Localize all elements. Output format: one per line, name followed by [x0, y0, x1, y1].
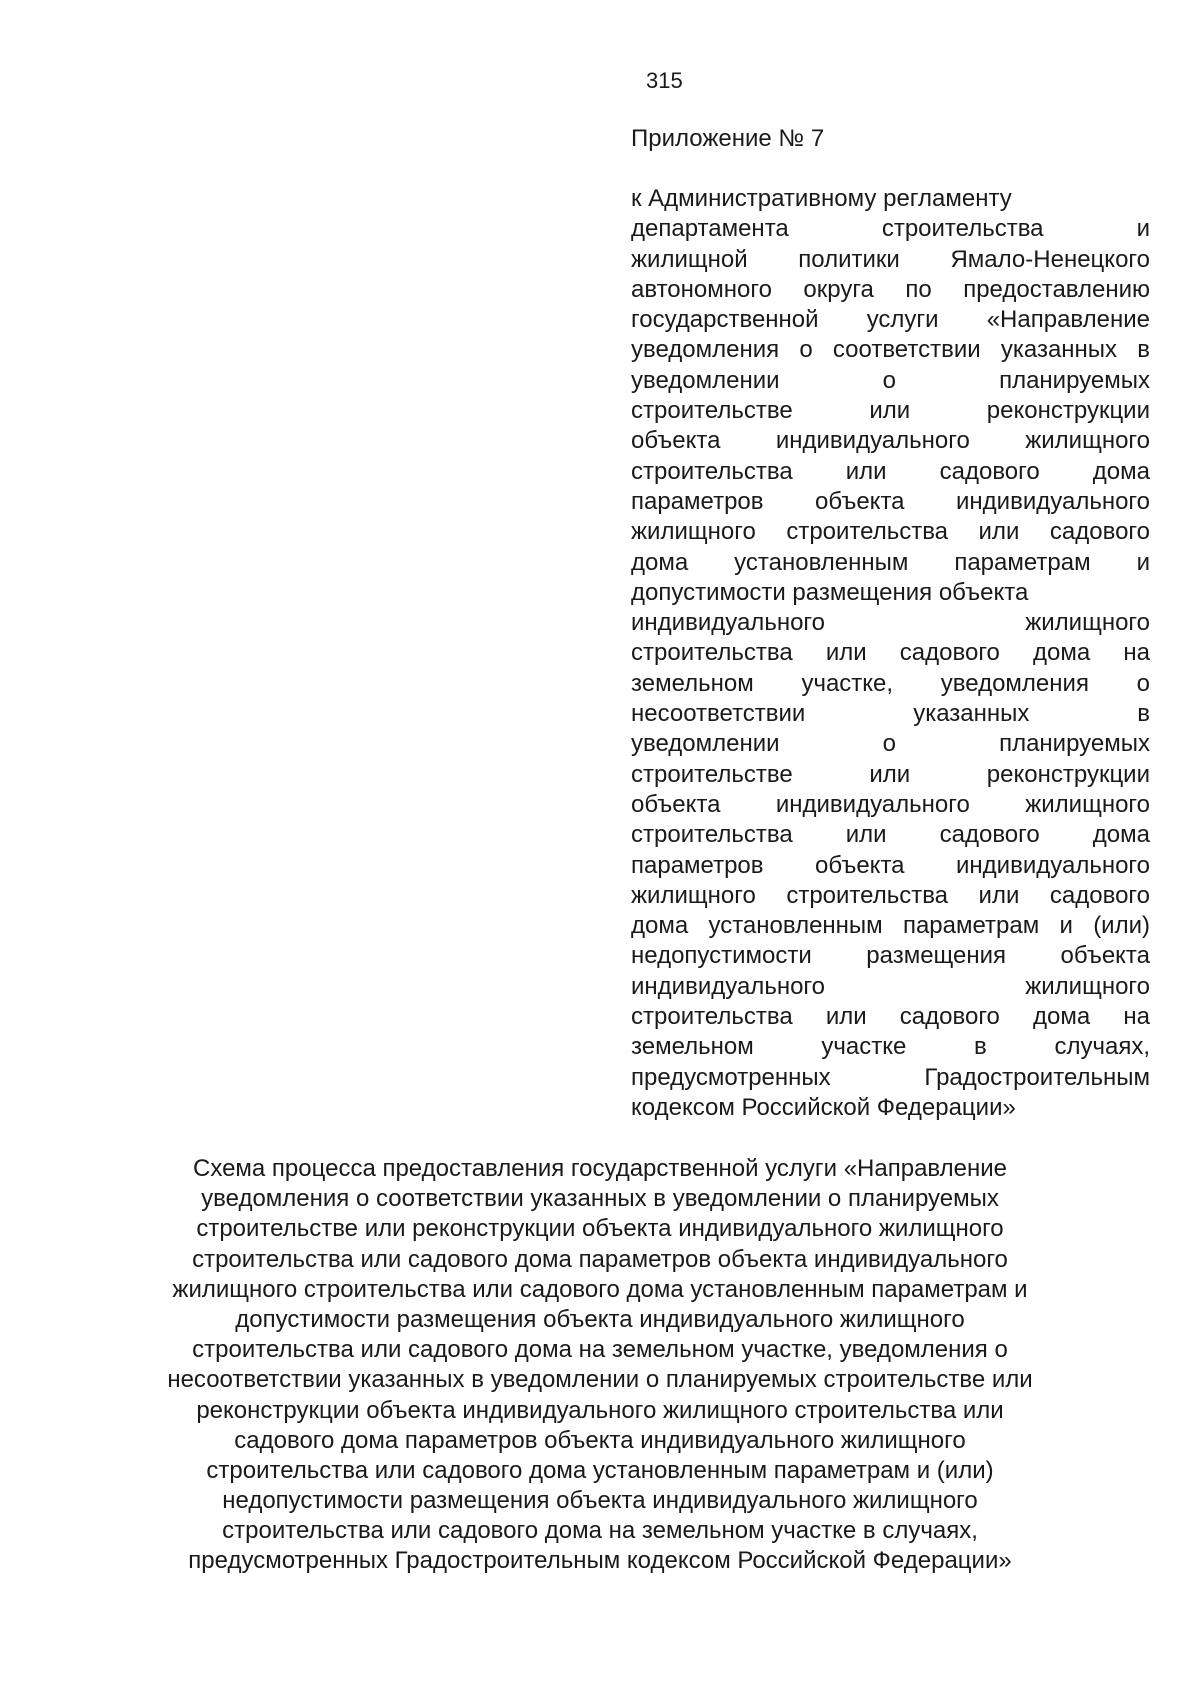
- appendix-line: строительства или садового дома: [631, 821, 1150, 849]
- appendix-line: несоответствии указанных в: [631, 700, 1150, 728]
- scheme-title-line: предусмотренных Градостроительным кодексом Российской Федерации»: [188, 1547, 1012, 1575]
- appendix-line: автономного округа по предоставлению: [631, 275, 1150, 303]
- appendix-line: строительстве или реконструкции: [631, 397, 1150, 425]
- appendix-line: уведомления о соответствии указанных в: [631, 336, 1150, 364]
- scheme-title-line: строительства или садового дома параметров объекта индивидуального: [192, 1245, 1008, 1273]
- appendix-line: земельном участке в случаях,: [631, 1033, 1150, 1061]
- scheme-title-line: строительства или садового дома на земельном участке, уведомления о: [192, 1336, 1008, 1364]
- appendix-line: жилищной политики Ямало-Ненецкого: [631, 245, 1150, 273]
- appendix-title: Приложение № 7: [631, 125, 825, 152]
- appendix-body: [631, 184, 1150, 1123]
- scheme-title-line: несоответствии указанных в уведомлении о планируемых строительстве или: [167, 1366, 1033, 1394]
- scheme-title-line: строительства или садового дома на земельном участке в случаях,: [222, 1517, 978, 1545]
- appendix-line: строительства или садового дома: [631, 457, 1150, 485]
- appendix-line: индивидуального жилищного: [631, 609, 1150, 637]
- appendix-line: строительства или садового дома на: [631, 639, 1150, 667]
- appendix-line: строительстве или реконструкции: [631, 760, 1150, 788]
- scheme-title-line: реконструкции объекта индивидуального жилищного строительства или: [196, 1396, 1004, 1424]
- appendix-line: жилищного строительства или садового: [631, 518, 1150, 546]
- scheme-title-line: допустимости размещения объекта индивидуального жилищного: [235, 1305, 965, 1333]
- scheme-title-line: уведомления о соответствии указанных в уведомлении о планируемых: [201, 1185, 999, 1213]
- scheme-title-line: садового дома параметров объекта индивидуального жилищного: [234, 1426, 966, 1454]
- appendix-line: государственной услуги «Направление: [631, 306, 1150, 334]
- scheme-title-line: строительства или садового дома установленным параметрам и (или): [206, 1456, 994, 1484]
- appendix-line: дома установленным параметрам и (или): [631, 912, 1150, 940]
- appendix-line: уведомлении о планируемых: [631, 730, 1150, 758]
- appendix-line: индивидуального жилищного: [631, 972, 1150, 1000]
- scheme-title-line: строительстве или реконструкции объекта индивидуального жилищного: [196, 1215, 1004, 1243]
- appendix-line: жилищного строительства или садового: [631, 881, 1150, 909]
- appendix-line: объекта индивидуального жилищного: [631, 790, 1150, 818]
- page-number: 315: [646, 68, 683, 93]
- appendix-line: допустимости размещения объекта: [631, 578, 1029, 606]
- scheme-title-line: жилищного строительства или садового дома установленным параметрам и: [172, 1275, 1028, 1303]
- appendix-line: предусмотренных Градостроительным: [631, 1063, 1150, 1091]
- appendix-line: параметров объекта индивидуального: [631, 851, 1150, 879]
- appendix-line: земельном участке, уведомления о: [631, 669, 1150, 697]
- appendix-line: объекта индивидуального жилищного: [631, 427, 1150, 455]
- scheme-title-line: Схема процесса предоставления государственной услуги «Направление: [193, 1155, 1007, 1182]
- scheme-title-line: недопустимости размещения объекта индивидуального жилищного: [222, 1487, 978, 1515]
- appendix-line: параметров объекта индивидуального: [631, 487, 1150, 515]
- appendix-line: дома установленным параметрам и: [631, 548, 1150, 576]
- scheme-title: [150, 1154, 1050, 1577]
- appendix-line: строительства или садового дома на: [631, 1003, 1150, 1031]
- appendix-line: кодексом Российской Федерации»: [631, 1093, 1016, 1121]
- appendix-line: департамента строительства и: [631, 215, 1150, 243]
- appendix-line: недопустимости размещения объекта: [631, 942, 1150, 970]
- appendix-line: уведомлении о планируемых: [631, 366, 1150, 394]
- appendix-line: к Административному регламенту: [631, 185, 1012, 212]
